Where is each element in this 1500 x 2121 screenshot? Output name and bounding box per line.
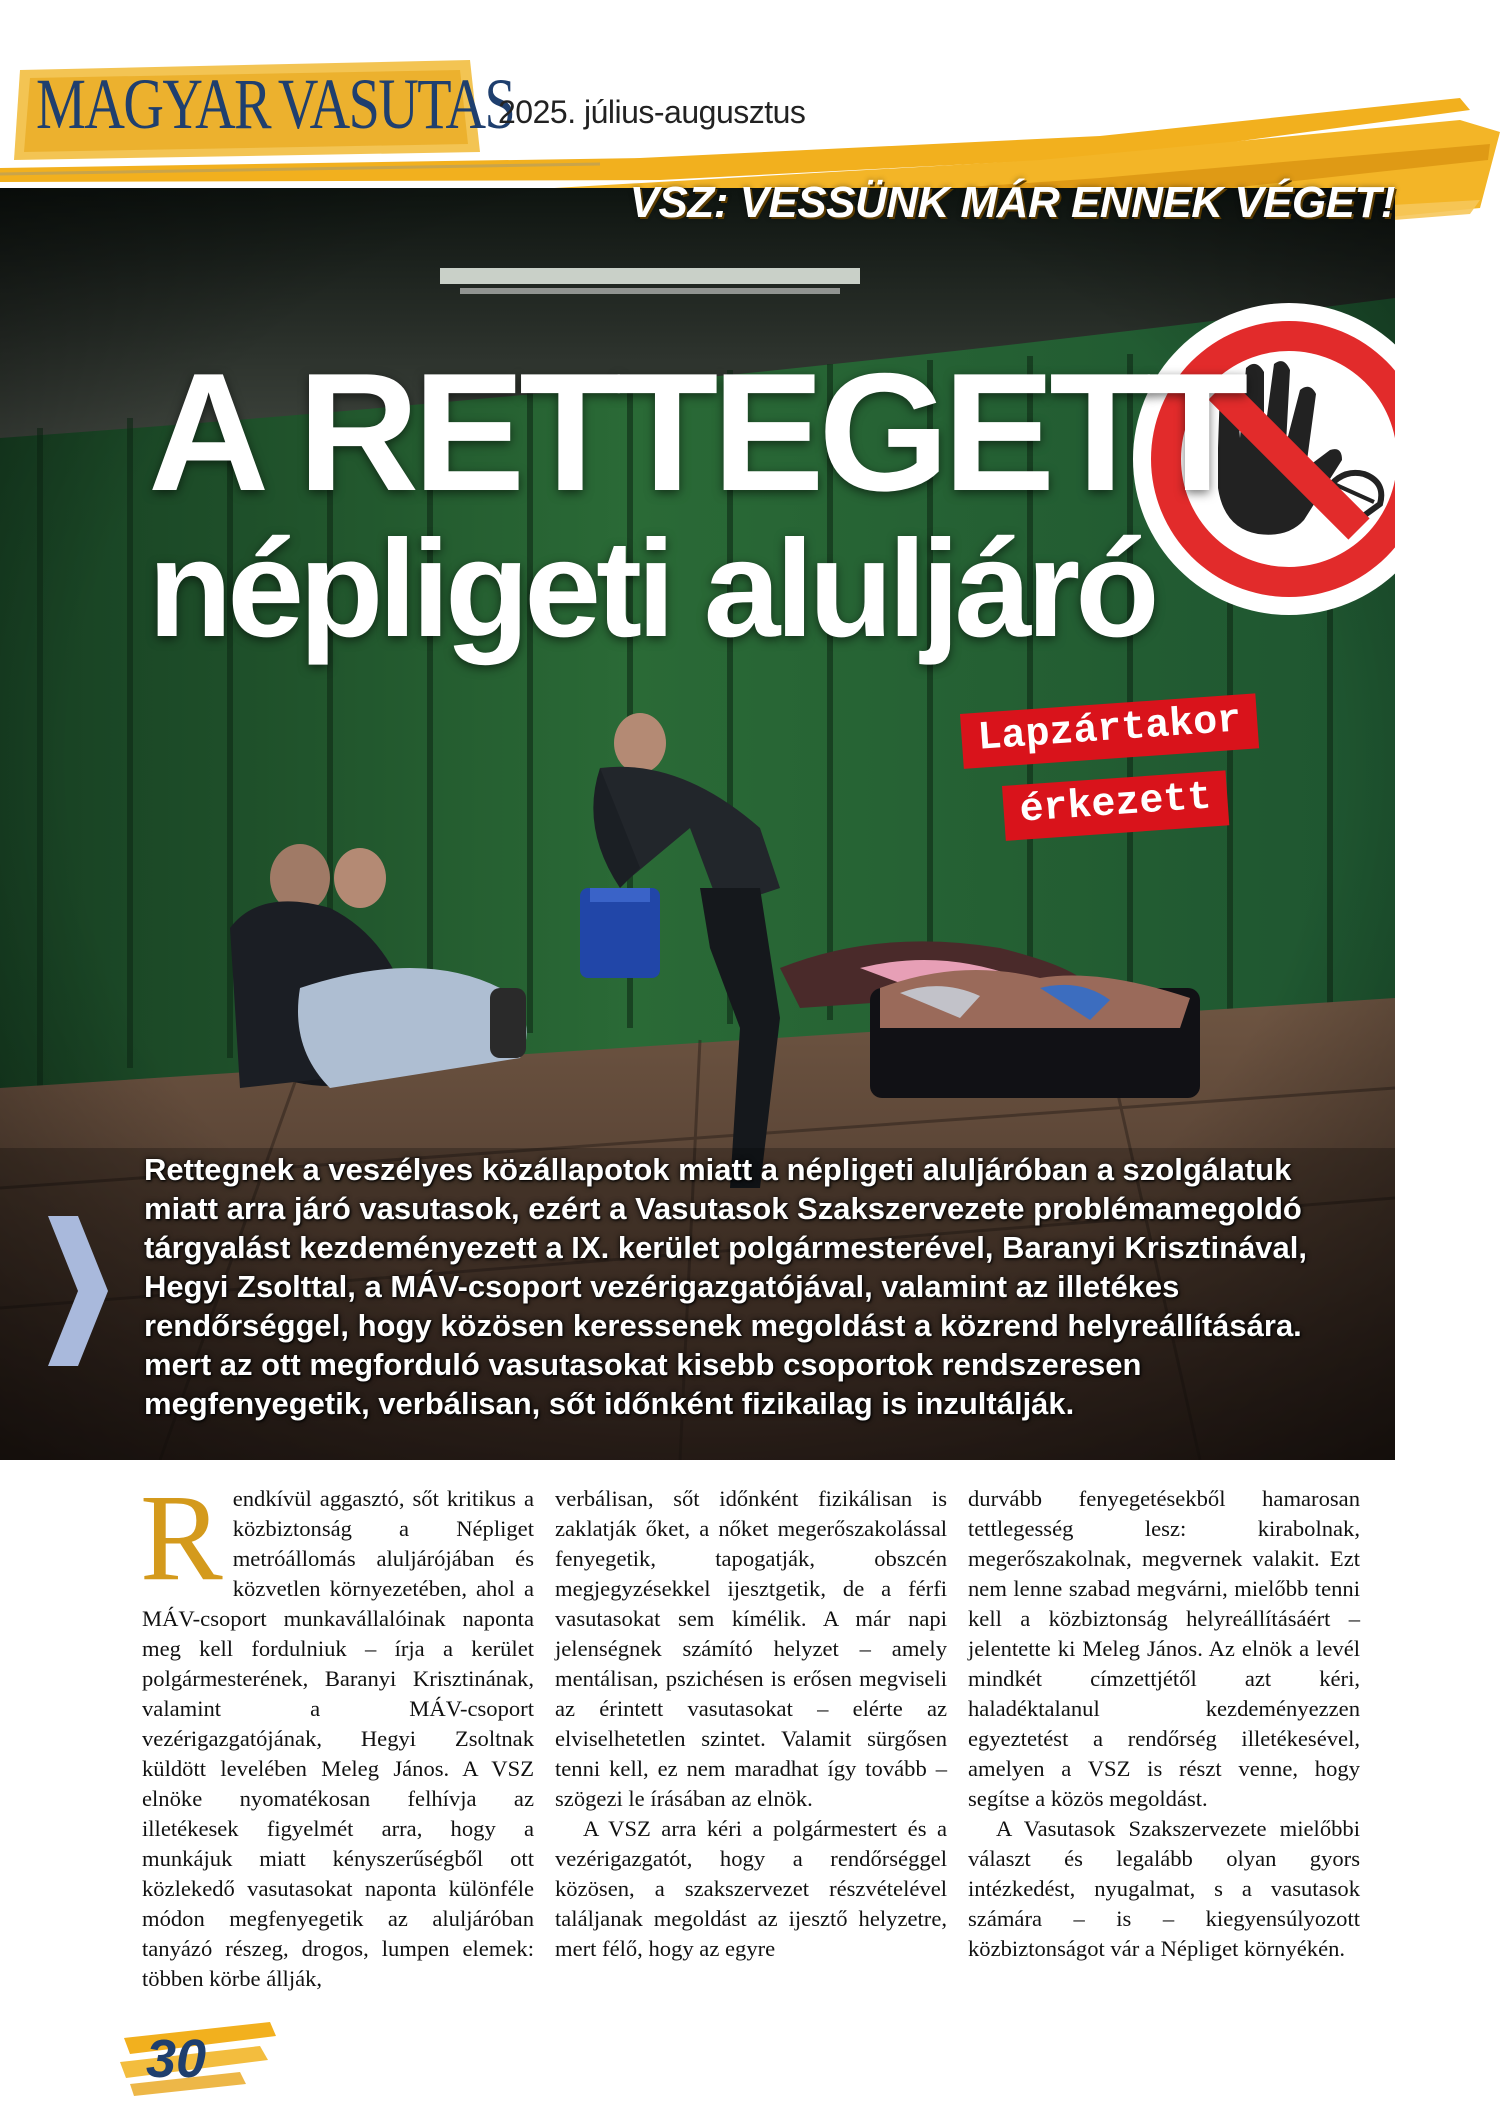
masthead-word-magyar: MAGYAR xyxy=(36,64,271,144)
body-column-1 xyxy=(140,1469,534,1994)
body-paragraph: verbálisan, sőt időnként fizikálisan is zaklatják őket, a nőket megerőszakolással fenyegetik, tapogatják, obszcén megjegyzésekkel ijesztgetik, de a férfi vasutasokat sem kímélik. A már napi jelenségnek számító helyzet – amely mentálisan, pszichésen is erősen megviseli az érintett vasutasokat – elérte az elviselhetetlen szintet. Valamit sürgősen tenni kell, ez nem maradhat így tovább – szögezi le írásában az elnök. xyxy=(555,1486,947,1811)
body-column-3 xyxy=(968,1484,1360,1994)
body-paragraph: endkívül aggasztó, sőt kritikus a közbiztonság a Népliget metróállomás aluljárójában és közvetlen környezetében, ahol a MÁV-csoport munkavállalóinak naponta meg kell fordulniuk – írja a kerület polgármesterének, Baranyi Krisztinának, valamint a MÁV-csoport vezérigazgatójának, Hegyi Zsoltnak küldött levelében Meleg János. A VSZ elnöke nyomatékosan felhívja az illetékesek figyelmét arra, hogy a munkájuk miatt kényszerűségből ott közlekedő vasutasokat naponta különféle módon megfenyegetik az aluljáróban tanyázó részeg, drogos, lumpen elemek: többen körbe állják, xyxy=(142,1486,534,1991)
body-paragraph: A VSZ arra kéri a polgármestert és a vezérigazgatót, hogy a rendőrséggel közösen, a szakszervezet részvételével találjanak megoldást az ijesztő helyzetre, mert félő, hogy az egyre xyxy=(555,1816,947,1961)
late-news-stamp-line-1: Lapzártakor xyxy=(960,693,1259,769)
article-headline xyxy=(148,338,1243,666)
page-number: 30 xyxy=(146,2029,207,2089)
drop-cap: R xyxy=(140,1469,223,1606)
headline-line-1: A RETTEGETT xyxy=(148,338,1243,526)
section-kicker: VSZ: VESSÜNK MÁR ENNEK VÉGET! xyxy=(629,178,1395,227)
masthead-title xyxy=(36,64,515,144)
body-paragraph: A Vasutasok Szakszervezete mielőbbi választ és legalább olyan gyors intézkedést, nyugalmat, s a vasutasok számára – is – kiegyensúlyozott közbiztonságot vár a Népliget környékén. xyxy=(968,1816,1360,1961)
article-body xyxy=(140,1469,1360,1994)
body-column-2 xyxy=(555,1484,947,1994)
masthead-word-vasutas: VASUTAS xyxy=(277,64,515,144)
lead-paragraph: Rettegnek a veszélyes közállapotok miatt a népligeti aluljáróban a szolgálatuk miatt arra járó vasutasok, ezért a Vasutasok Szakszervezete problémamegoldó tárgyalást kezdeményezett a IX. kerület polgármesterével, Baranyi Krisztinával, Hegyi Zsolttal, a MÁV-csoport vezérigazgatójával, valamint az illetékes rendőrséggel, hogy közösen keressenek megoldást a közrend helyreállítására. mert az ott megforduló vasutasokat kisebb csoportok rendszeresen megfenyegetik, verbálisan, sőt időnként fizikailag is inzultálják. xyxy=(144,1152,1308,1421)
late-news-stamp-line-2: érkezett xyxy=(1002,770,1229,840)
issue-date: 2025. július-augusztus xyxy=(498,94,806,130)
body-paragraph: durvább fenyegetésekből hamarosan tettlegesség lesz: kirabolnak, megerőszakolnak, megvernek valakit. Ezt nem lenne szabad megvárni, mielőbb tenni kell a közbiztonság helyreállításáért – jelentette ki Meleg János. Az elnök a levél mindkét címzettjétől azt kéri, haladéktalanul kezdeményezzen egyeztetést a rendőrség illetékesével, amelyen a VSZ is részt venne, hogy segítse a közös megoldást. xyxy=(968,1486,1360,1811)
headline-line-2: népligeti aluljáró xyxy=(148,512,1155,666)
lead-chevron-icon xyxy=(40,1216,110,1366)
